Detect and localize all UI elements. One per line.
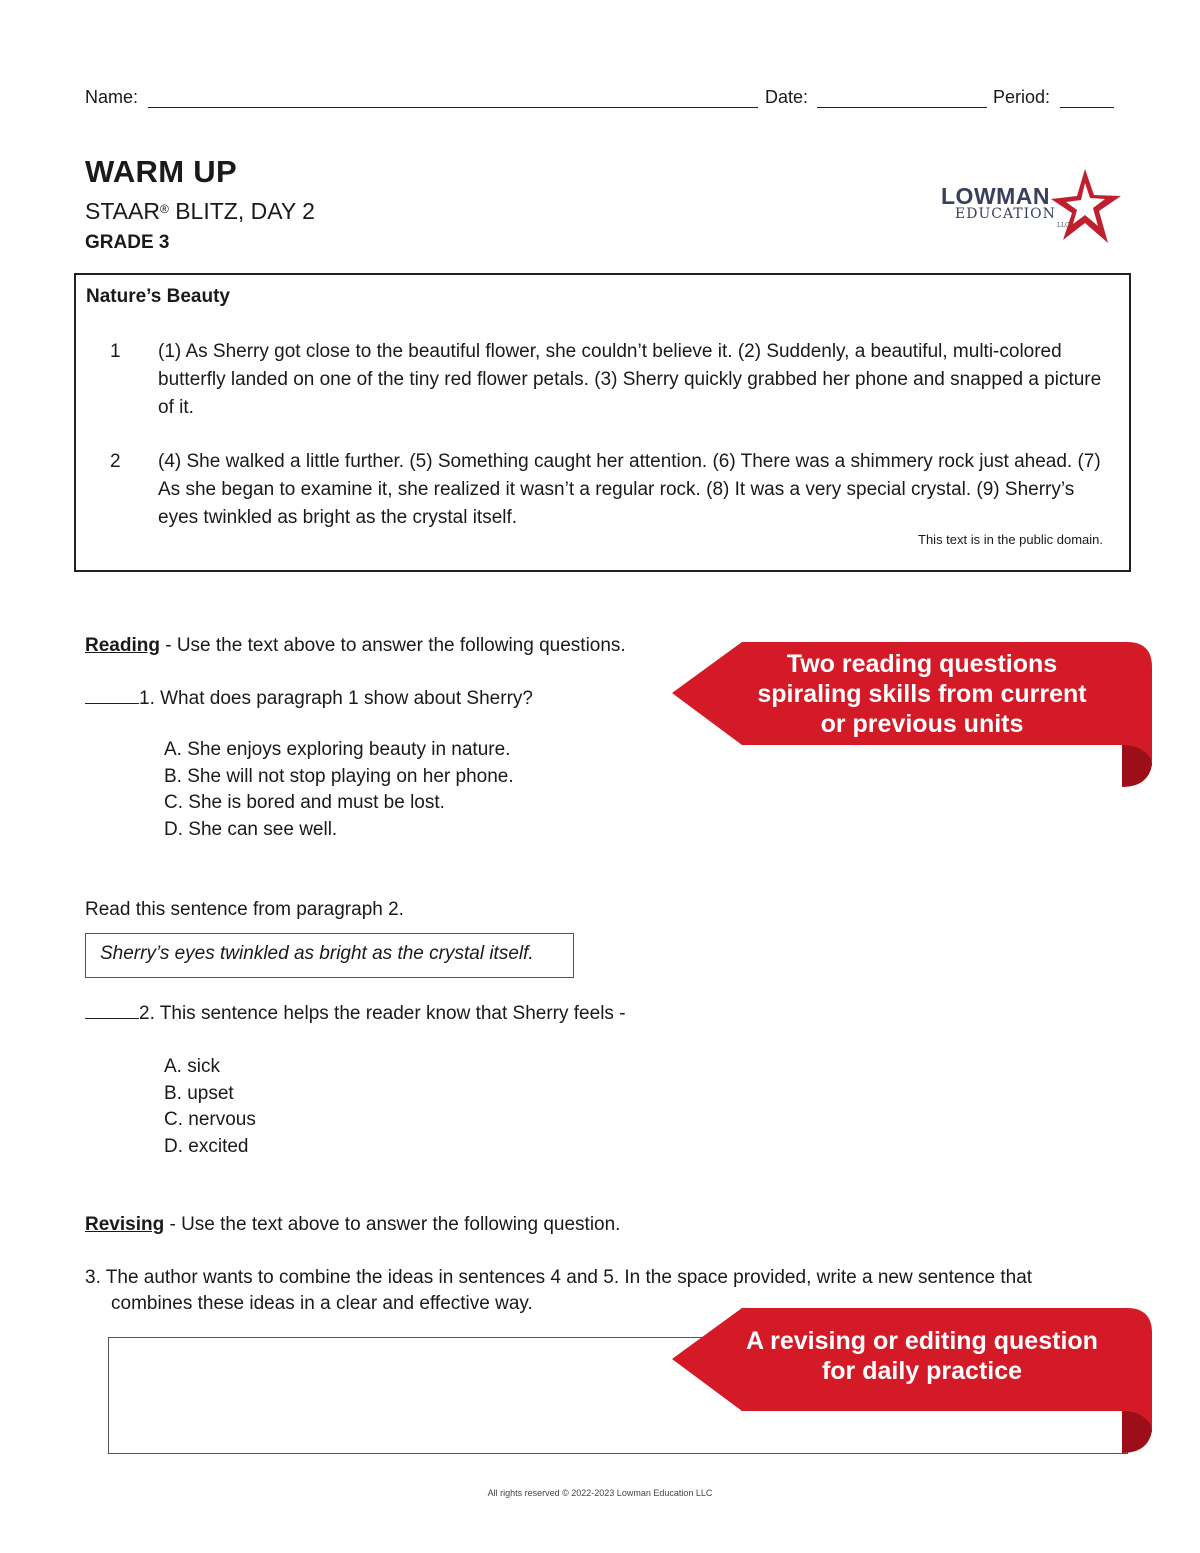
option-b: B. She will not stop playing on her phone. xyxy=(164,765,514,787)
student-info-header xyxy=(85,87,1115,113)
read-sentence-prompt: Read this sentence from paragraph 2. xyxy=(85,899,404,920)
paragraph-number: 1 xyxy=(110,341,121,362)
registered-mark: ® xyxy=(159,202,169,216)
worksheet-subtitle xyxy=(85,198,315,225)
ribbon-text-line: Two reading questions xyxy=(786,650,1058,678)
logo-text-education: EDUCATION xyxy=(955,206,1056,222)
reading-passage-box xyxy=(74,273,1131,572)
question-1 xyxy=(85,688,533,710)
reading-instruction: - Use the text above to answer the following questions. xyxy=(159,635,626,656)
callout-ribbon-revising xyxy=(672,1307,1154,1455)
answer-blank[interactable] xyxy=(85,690,139,704)
passage-title: Nature’s Beauty xyxy=(86,286,230,307)
option-b: B. upset xyxy=(164,1082,234,1104)
paragraph-text: (4) She walked a little further. (5) Something caught her attention. (6) There was a shimmery rock just ahead. (7) As she began to examine it, she realized it wasn’t a regular rock. (8) It was a very special crystal. (9) Sherry’s eyes twinkled as bright as the crystal itself. xyxy=(158,451,1101,528)
question-1-options xyxy=(164,737,514,843)
lowman-education-logo xyxy=(935,165,1125,247)
logo-text-llc: LLC xyxy=(1057,222,1070,229)
question-2 xyxy=(85,1003,626,1025)
question-2-text: 2. This sentence helps the reader know that Sherry feels - xyxy=(139,1003,626,1024)
question-1-text: 1. What does paragraph 1 show about Sherry? xyxy=(139,688,533,709)
option-c: C. She is bored and must be lost. xyxy=(164,792,445,813)
revising-section-heading xyxy=(85,1214,620,1236)
ribbon-text-line: for daily practice xyxy=(821,1357,1023,1385)
question-3-line-2: combines these ideas in a clear and effective way. xyxy=(111,1293,533,1314)
worksheet-title: WARM UP xyxy=(85,154,237,189)
period-field[interactable] xyxy=(1060,107,1114,108)
reading-section-heading xyxy=(85,635,626,657)
public-domain-credit: This text is in the public domain. xyxy=(918,532,1103,547)
question-3-line-1: 3. The author wants to combine the ideas in sentences 4 and 5. In the space provided, write a new sentence that xyxy=(85,1267,1033,1288)
quoted-sentence: Sherry’s eyes twinkled as bright as the crystal itself. xyxy=(100,943,534,964)
option-d: D. excited xyxy=(164,1135,249,1157)
reading-label: Reading xyxy=(85,635,160,656)
logo-text-lowman: LOWMAN xyxy=(941,183,1051,209)
ribbon-text-line: spiraling skills from current xyxy=(757,680,1087,708)
option-c: C. nervous xyxy=(164,1109,256,1130)
staar-text: STAAR xyxy=(85,198,160,224)
name-label: Name: xyxy=(85,87,139,107)
ribbon-text-line: A revising or editing question xyxy=(746,1327,1098,1355)
callout-ribbon-reading xyxy=(672,641,1154,789)
revising-label: Revising xyxy=(85,1214,165,1235)
question-2-options xyxy=(164,1054,256,1160)
option-d: D. She can see well. xyxy=(164,818,338,840)
date-field[interactable] xyxy=(817,107,987,108)
period-label: Period: xyxy=(993,87,1051,107)
name-field[interactable] xyxy=(148,107,758,108)
option-a: A. sick xyxy=(164,1056,220,1077)
quoted-sentence-box xyxy=(85,933,574,978)
paragraph-number: 2 xyxy=(110,451,121,472)
paragraph-text: (1) As Sherry got close to the beautiful flower, she couldn’t believe it. (2) Suddenly, a beautiful, multi-colored butterfly landed on one of the tiny red flower petals. (3) Sherry quickly grabbed her phone and snapped a picture of it. xyxy=(158,341,1102,418)
grade-label: GRADE 3 xyxy=(85,232,170,253)
option-a: A. She enjoys exploring beauty in nature. xyxy=(164,739,511,760)
answer-blank[interactable] xyxy=(85,1005,139,1019)
copyright-footer: All rights reserved © 2022-2023 Lowman Education LLC xyxy=(487,1488,713,1498)
blitz-day-text: BLITZ, DAY 2 xyxy=(168,198,315,224)
ribbon-text-line: or previous units xyxy=(820,710,1024,738)
revising-instruction: - Use the text above to answer the following question. xyxy=(164,1214,621,1235)
date-label: Date: xyxy=(765,87,809,107)
